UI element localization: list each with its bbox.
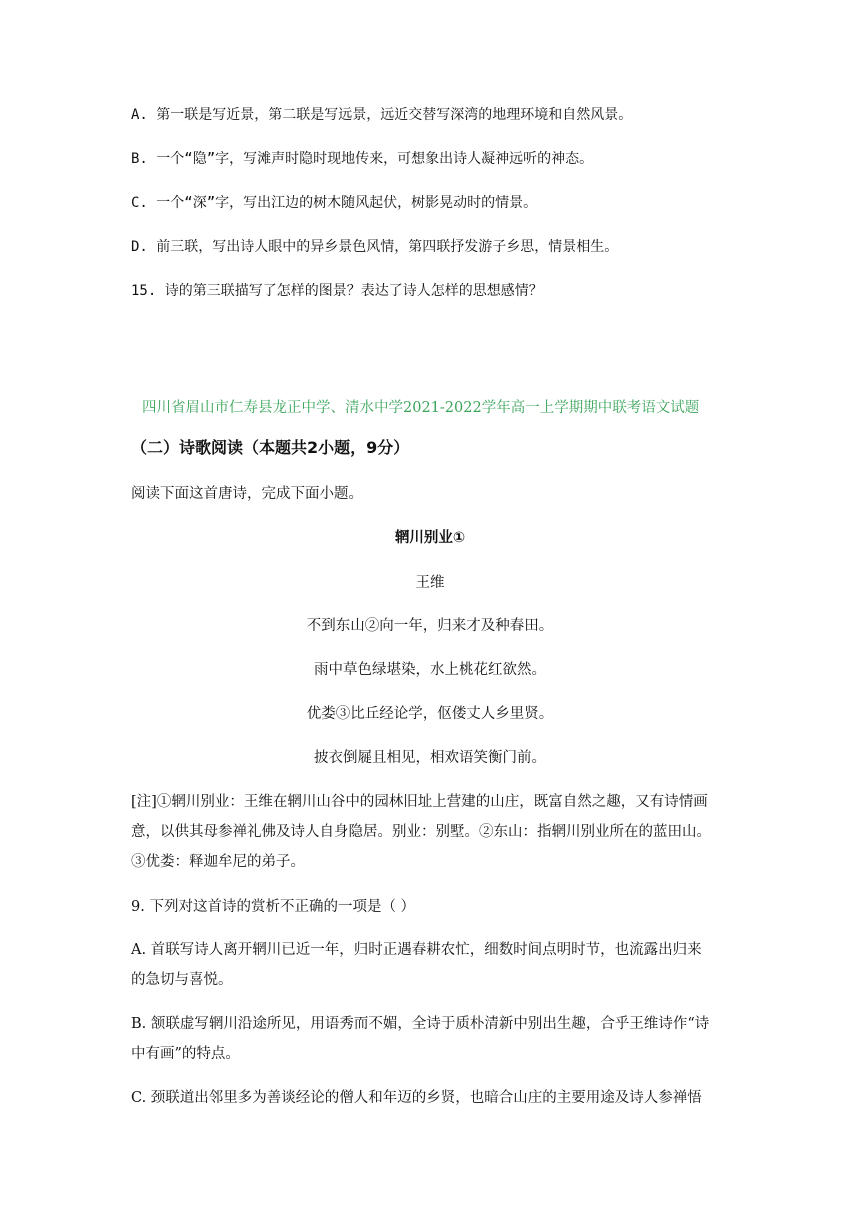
- note-line-2: 意，以供其母参禅礼佛及诗人自身隐居。别业：别墅。②东山：指辋川别业所在的蓝田山。: [131, 824, 711, 840]
- poem-line-2: 雨中草色绿堪染，水上桃花红欲然。: [314, 662, 546, 678]
- poem-title: 辋川别业①: [394, 530, 466, 546]
- poem-line-1: 不到东山②向一年，归来才及种春田。: [306, 618, 554, 634]
- note-line-1: [注]①辋川别业：王维在辋川山谷中的园林旧址上营建的山庄，既富自然之趣，又有诗情画: [131, 794, 708, 810]
- q9-option-c-line-1: C. 颈联道出邻里多为善谈经论的僧人和年迈的乡贤，也暗合山庄的主要用途及诗人参禅悟: [131, 1090, 702, 1106]
- q9-option-b-line-1: B. 颔联虚写辋川沿途所见，用语秀而不媚，全诗于质朴清新中别出生趣，合乎王维诗作“诗: [131, 1016, 710, 1032]
- poem-author: 王维: [415, 575, 445, 591]
- poem-line-4: 披衣倒屣且相见，相欢语笑衡门前。: [314, 750, 546, 766]
- instruction: 阅读下面这首唐诗，完成下面小题。: [131, 486, 363, 502]
- question-9: 9. 下列对这首诗的赏析不正确的一项是（ ）: [131, 899, 416, 915]
- source-line: 四川省眉山市仁寿县龙正中学、清水中学2021-2022学年高一上学期期中联考语文试题: [142, 400, 700, 416]
- q9-option-a-line-2: 的急切与喜悦。: [131, 972, 233, 988]
- option-a: A. 第一联是写近景，第二联是写远景，远近交替写深湾的地理环境和自然风景。: [131, 107, 633, 123]
- section-heading: （二）诗歌阅读（本题共2小题，9分）: [131, 438, 410, 457]
- note-line-3: ③优娄：释迦牟尼的弟子。: [131, 854, 305, 870]
- option-b: B. 一个“隐”字，写滩声时隐时现地传来，可想象出诗人凝神远听的神态。: [131, 151, 594, 167]
- q9-option-a-line-1: A. 首联写诗人离开辋川已近一年，归时正遇春耕农忙，细数时间点明时节，也流露出归来: [131, 942, 702, 958]
- option-c: C. 一个“深”字，写出江边的树木随风起伏，树影晃动时的情景。: [131, 195, 538, 211]
- question-15: 15. 诗的第三联描写了怎样的图景？表达了诗人怎样的思想感情？: [131, 283, 543, 299]
- q9-option-b-line-2: 中有画”的特点。: [131, 1046, 240, 1062]
- option-d: D. 前三联，写出诗人眼中的异乡景色风情，第四联抒发游子乡思，情景相生。: [131, 239, 619, 255]
- poem-line-3: 优娄③比丘经论学，伛偻丈人乡里贤。: [306, 706, 554, 722]
